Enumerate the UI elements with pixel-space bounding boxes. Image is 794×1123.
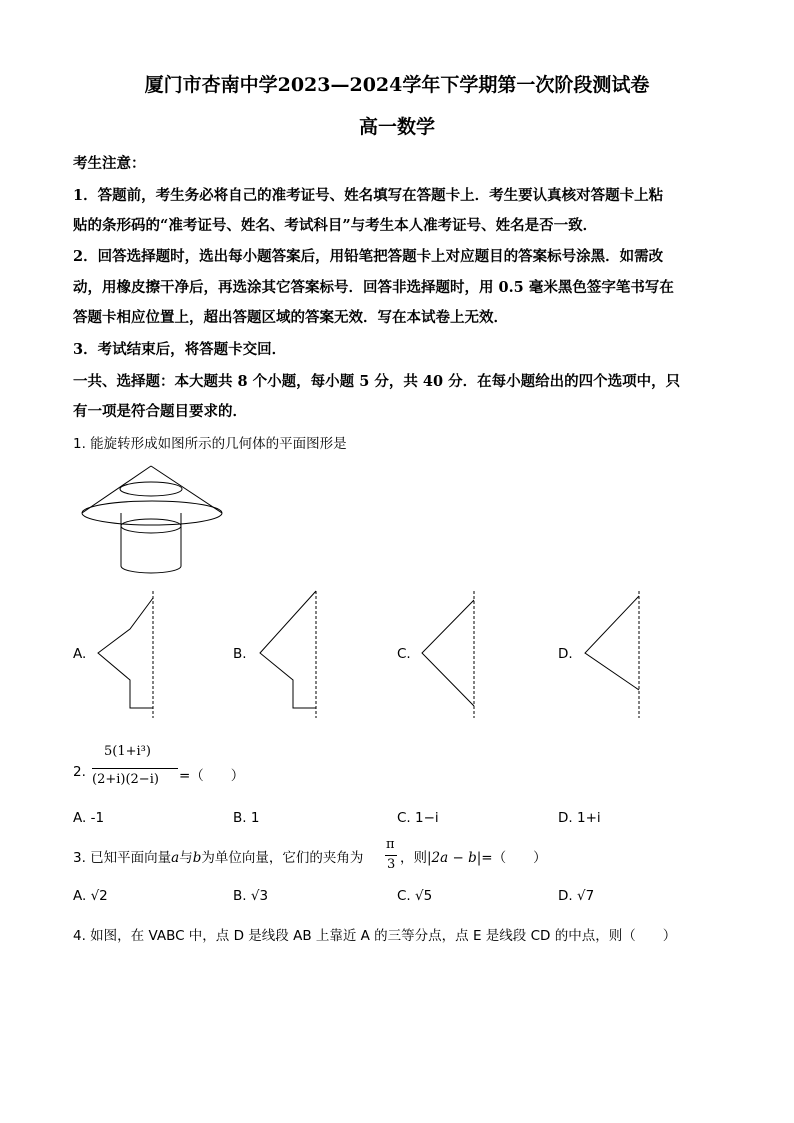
question-3-tail: =（ ） [481,850,547,866]
question-2-option-b[interactable]: B. 1 [233,810,260,826]
question-1-option-c-label[interactable]: C. [397,646,411,662]
question-2-numerator: 5(1+i³) [104,744,151,759]
option-c-figure [420,586,485,721]
question-1-option-b-label[interactable]: B. [233,646,247,662]
question-3-option-a[interactable]: A. √2 [73,888,108,904]
question-1-option-a-label[interactable]: A. [73,646,87,662]
question-3-angle-numerator: π [386,837,395,852]
question-2-option-d[interactable]: D. 1+i [558,810,601,826]
option-b-figure [258,586,323,721]
option-d-figure [582,586,647,721]
notice-item-2-line-3: 答题卡相应位置上，超出答题区域的答案无效．写在本试卷上无效． [73,309,508,326]
question-3-stem [73,846,363,866]
notice-item-1-line-2: 贴的条形码的“准考证号、姓名、考试科目”与考生本人准考证号、姓名是否一致． [73,217,598,234]
section-1-line-2: 有一项是符合题目要求的． [73,403,247,420]
question-3-mid2: 为单位向量，它们的夹角为 [201,850,364,866]
question-3-mid: 与 [179,850,193,866]
question-2-tail: =（ ） [179,768,245,784]
exam-subtitle: 高一数学 [358,116,435,138]
question-2-denominator: (2+i)(2−i) [92,772,159,787]
notice-item-1-line-1: 1．答题前，考生务必将自己的准考证号、姓名填写在答题卡上．考生要认真核对答题卡上粘 [73,187,664,204]
question-3-angle-bar [385,855,397,856]
option-a-figure [95,586,160,721]
notice-heading: 考生注意： [73,155,146,172]
question-3-norm: |2a − b| [427,850,482,866]
notice-item-2-line-1: 2．回答选择题时，选出每小题答案后，用铅笔把答题卡上对应题目的答案标号涂黑．如需改 [73,248,664,265]
question-2-option-a[interactable]: A. -1 [73,810,105,826]
question-3-mid3: ，则 [400,850,427,866]
question-3-option-b[interactable]: B. √3 [233,888,269,904]
notice-item-3: 3．考试结束后，将答题卡交回． [73,341,287,358]
question-3-option-c[interactable]: C. √5 [397,888,433,904]
notice-item-2-line-2: 动，用橡皮擦干净后，再选涂其它答案标号．回答非选择题时，用 0.5 毫米黑色签字笔书写在 [73,279,674,296]
question-3-expression [400,846,547,866]
question-2-option-c[interactable]: C. 1−i [397,810,439,826]
question-3-option-d[interactable]: D. √7 [558,888,595,904]
section-1-line-1: 一共、选择题：本大题共 8 个小题，每小题 5 分，共 40 分．在每小题给出的四个选项中，只 [73,373,681,390]
exam-title: 厦门市杏南中学2023—2024学年下学期第一次阶段测试卷 [144,74,650,96]
solid-figure [78,462,228,582]
question-1-option-d-label[interactable]: D. [558,646,573,662]
question-4-stem: 4. 如图，在 VABC 中，点 D 是线段 AB 上靠近 A 的三等分点，点 E 是线段 CD 的中点，则（ ） [73,928,677,944]
question-2-number: 2. [73,764,86,780]
question-3-angle-denominator: 3 [387,857,396,872]
vector-a: a [171,850,180,866]
vector-b: b [192,850,202,866]
question-3-prefix: 3. 已知平面向量 [73,850,172,866]
question-2-fraction-bar [92,768,178,769]
question-1-stem: 1. 能旋转形成如图所示的几何体的平面图形是 [73,436,347,452]
